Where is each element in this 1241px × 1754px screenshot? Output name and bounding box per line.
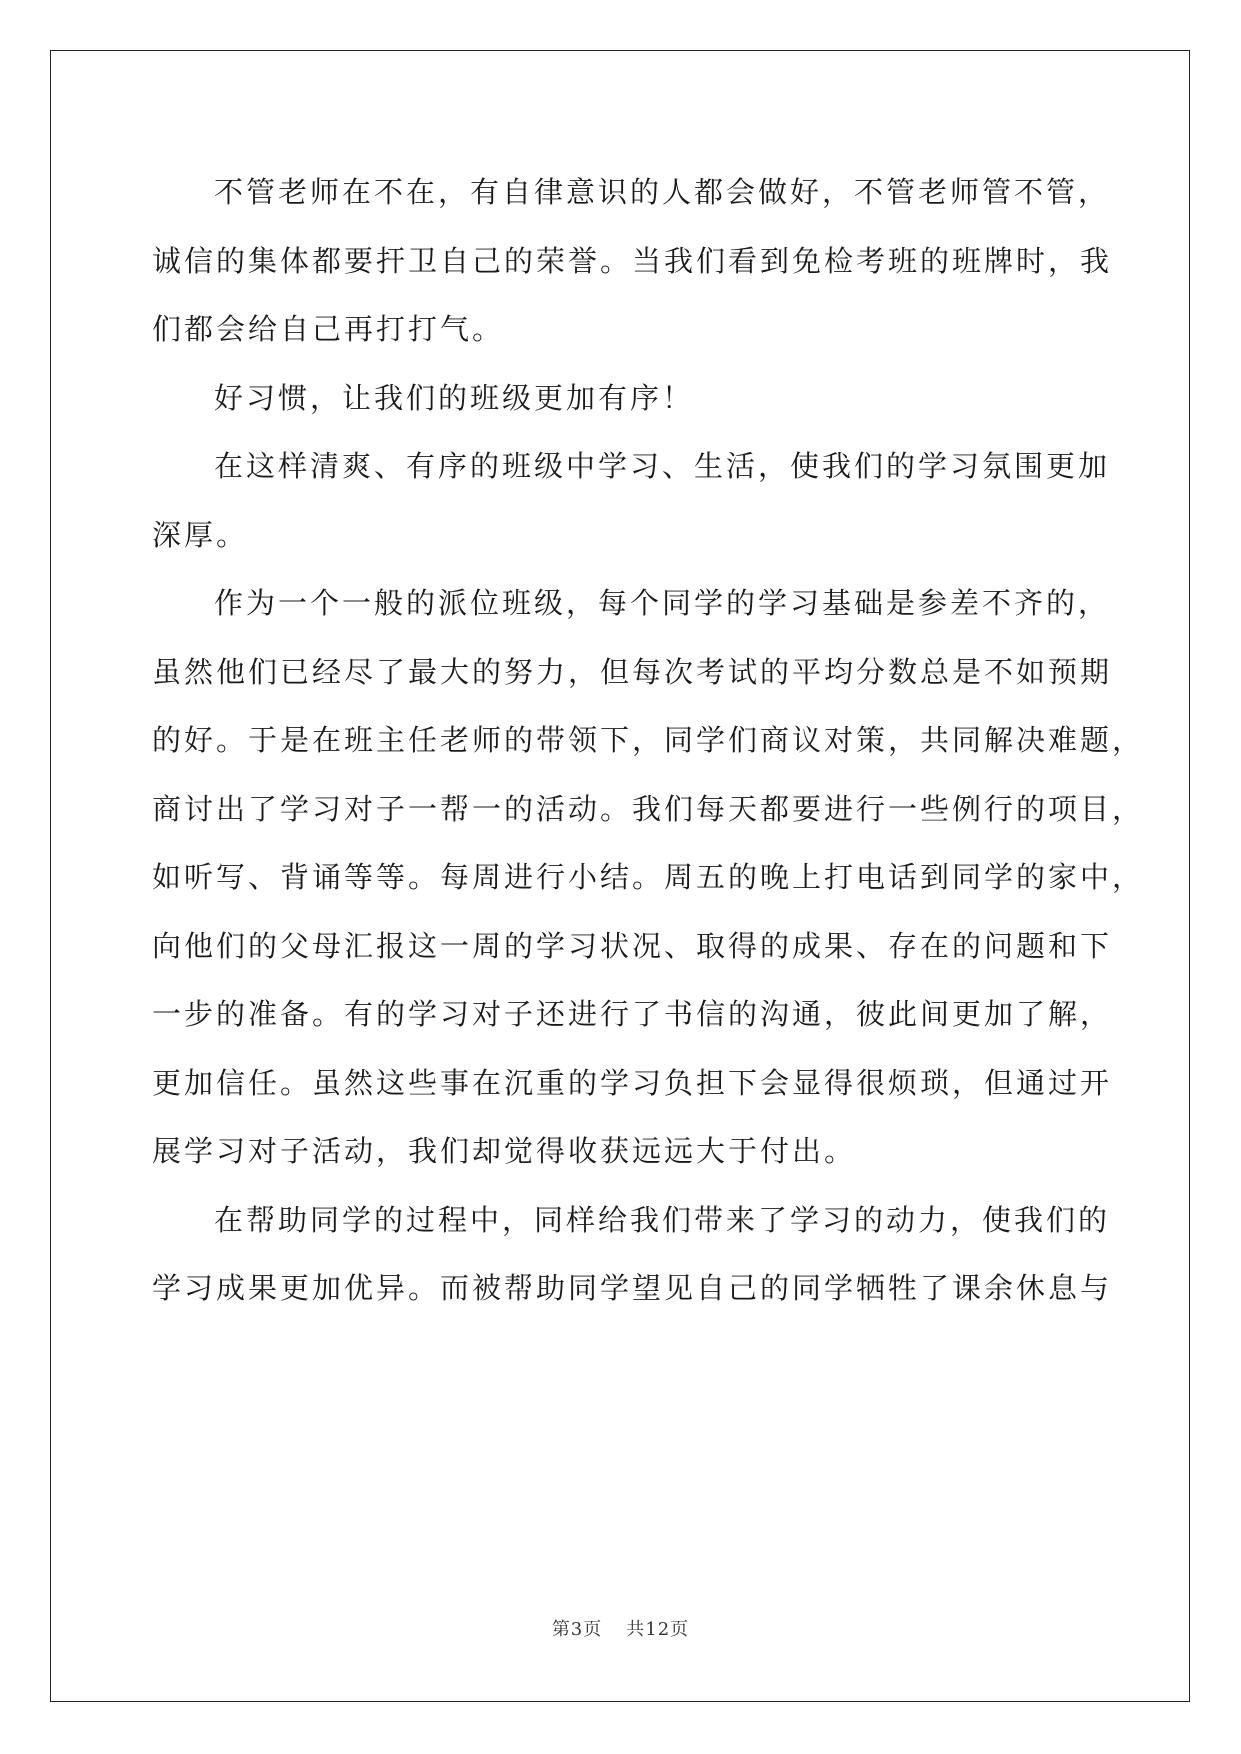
- text-line: 一步的准备。有的学习对子还进行了书信的沟通，彼此间更加了解，: [152, 997, 1113, 1031]
- text-line: 的好。于是在班主任老师的带领下，同学们商议对策，共同解决难题，: [152, 723, 1145, 757]
- text-line: 在这样清爽、有序的班级中学习、生活，使我们的学习氛围更加: [214, 449, 1111, 483]
- text-line: 展学习对子活动，我们却觉得收获远远大于付出。: [152, 1134, 857, 1168]
- text-line: 作为一个一般的派位班级，每个同学的学习基础是参差不齐的，: [214, 586, 1111, 620]
- text-line: 好习惯，让我们的班级更加有序！: [214, 380, 695, 415]
- page-number-total: 共12页: [626, 1619, 690, 1640]
- text-line: 更加信任。虽然这些事在沉重的学习负担下会显得很烦琐，但通过开: [152, 1065, 1113, 1100]
- document-body: [152, 158, 1145, 1323]
- text-line: 虽然他们已经尽了最大的努力，但每次考试的平均分数总是不如预期: [152, 654, 1113, 689]
- text-line: 学习成果更加优异。而被帮助同学望见自己的同学牺牲了课余休息与: [152, 1271, 1113, 1305]
- text-line: 向他们的父母汇报这一周的学习状况、取得的成果、存在的问题和下: [152, 928, 1113, 963]
- text-line: 不管老师在不在，有自律意识的人都会做好，不管老师管不管，: [214, 175, 1111, 209]
- text-line: 诚信的集体都要扞卫自己的荣誉。当我们看到免检考班的班牌时，我: [152, 243, 1113, 278]
- text-line: 在帮助同学的过程中，同样给我们带来了学习的动力，使我们的: [214, 1202, 1111, 1237]
- text-line: 们都会给自己再打打气。: [152, 312, 505, 346]
- page-footer: [0, 1615, 1241, 1641]
- text-line: 深厚。: [152, 517, 249, 552]
- text-line: 商讨出了学习对子一帮一的活动。我们每天都要进行一些例行的项目，: [152, 791, 1145, 826]
- text-line: 如听写、背诵等等。每周进行小结。周五的晚上打电话到同学的家中，: [152, 860, 1145, 894]
- page-number-current: 第3页: [551, 1619, 603, 1640]
